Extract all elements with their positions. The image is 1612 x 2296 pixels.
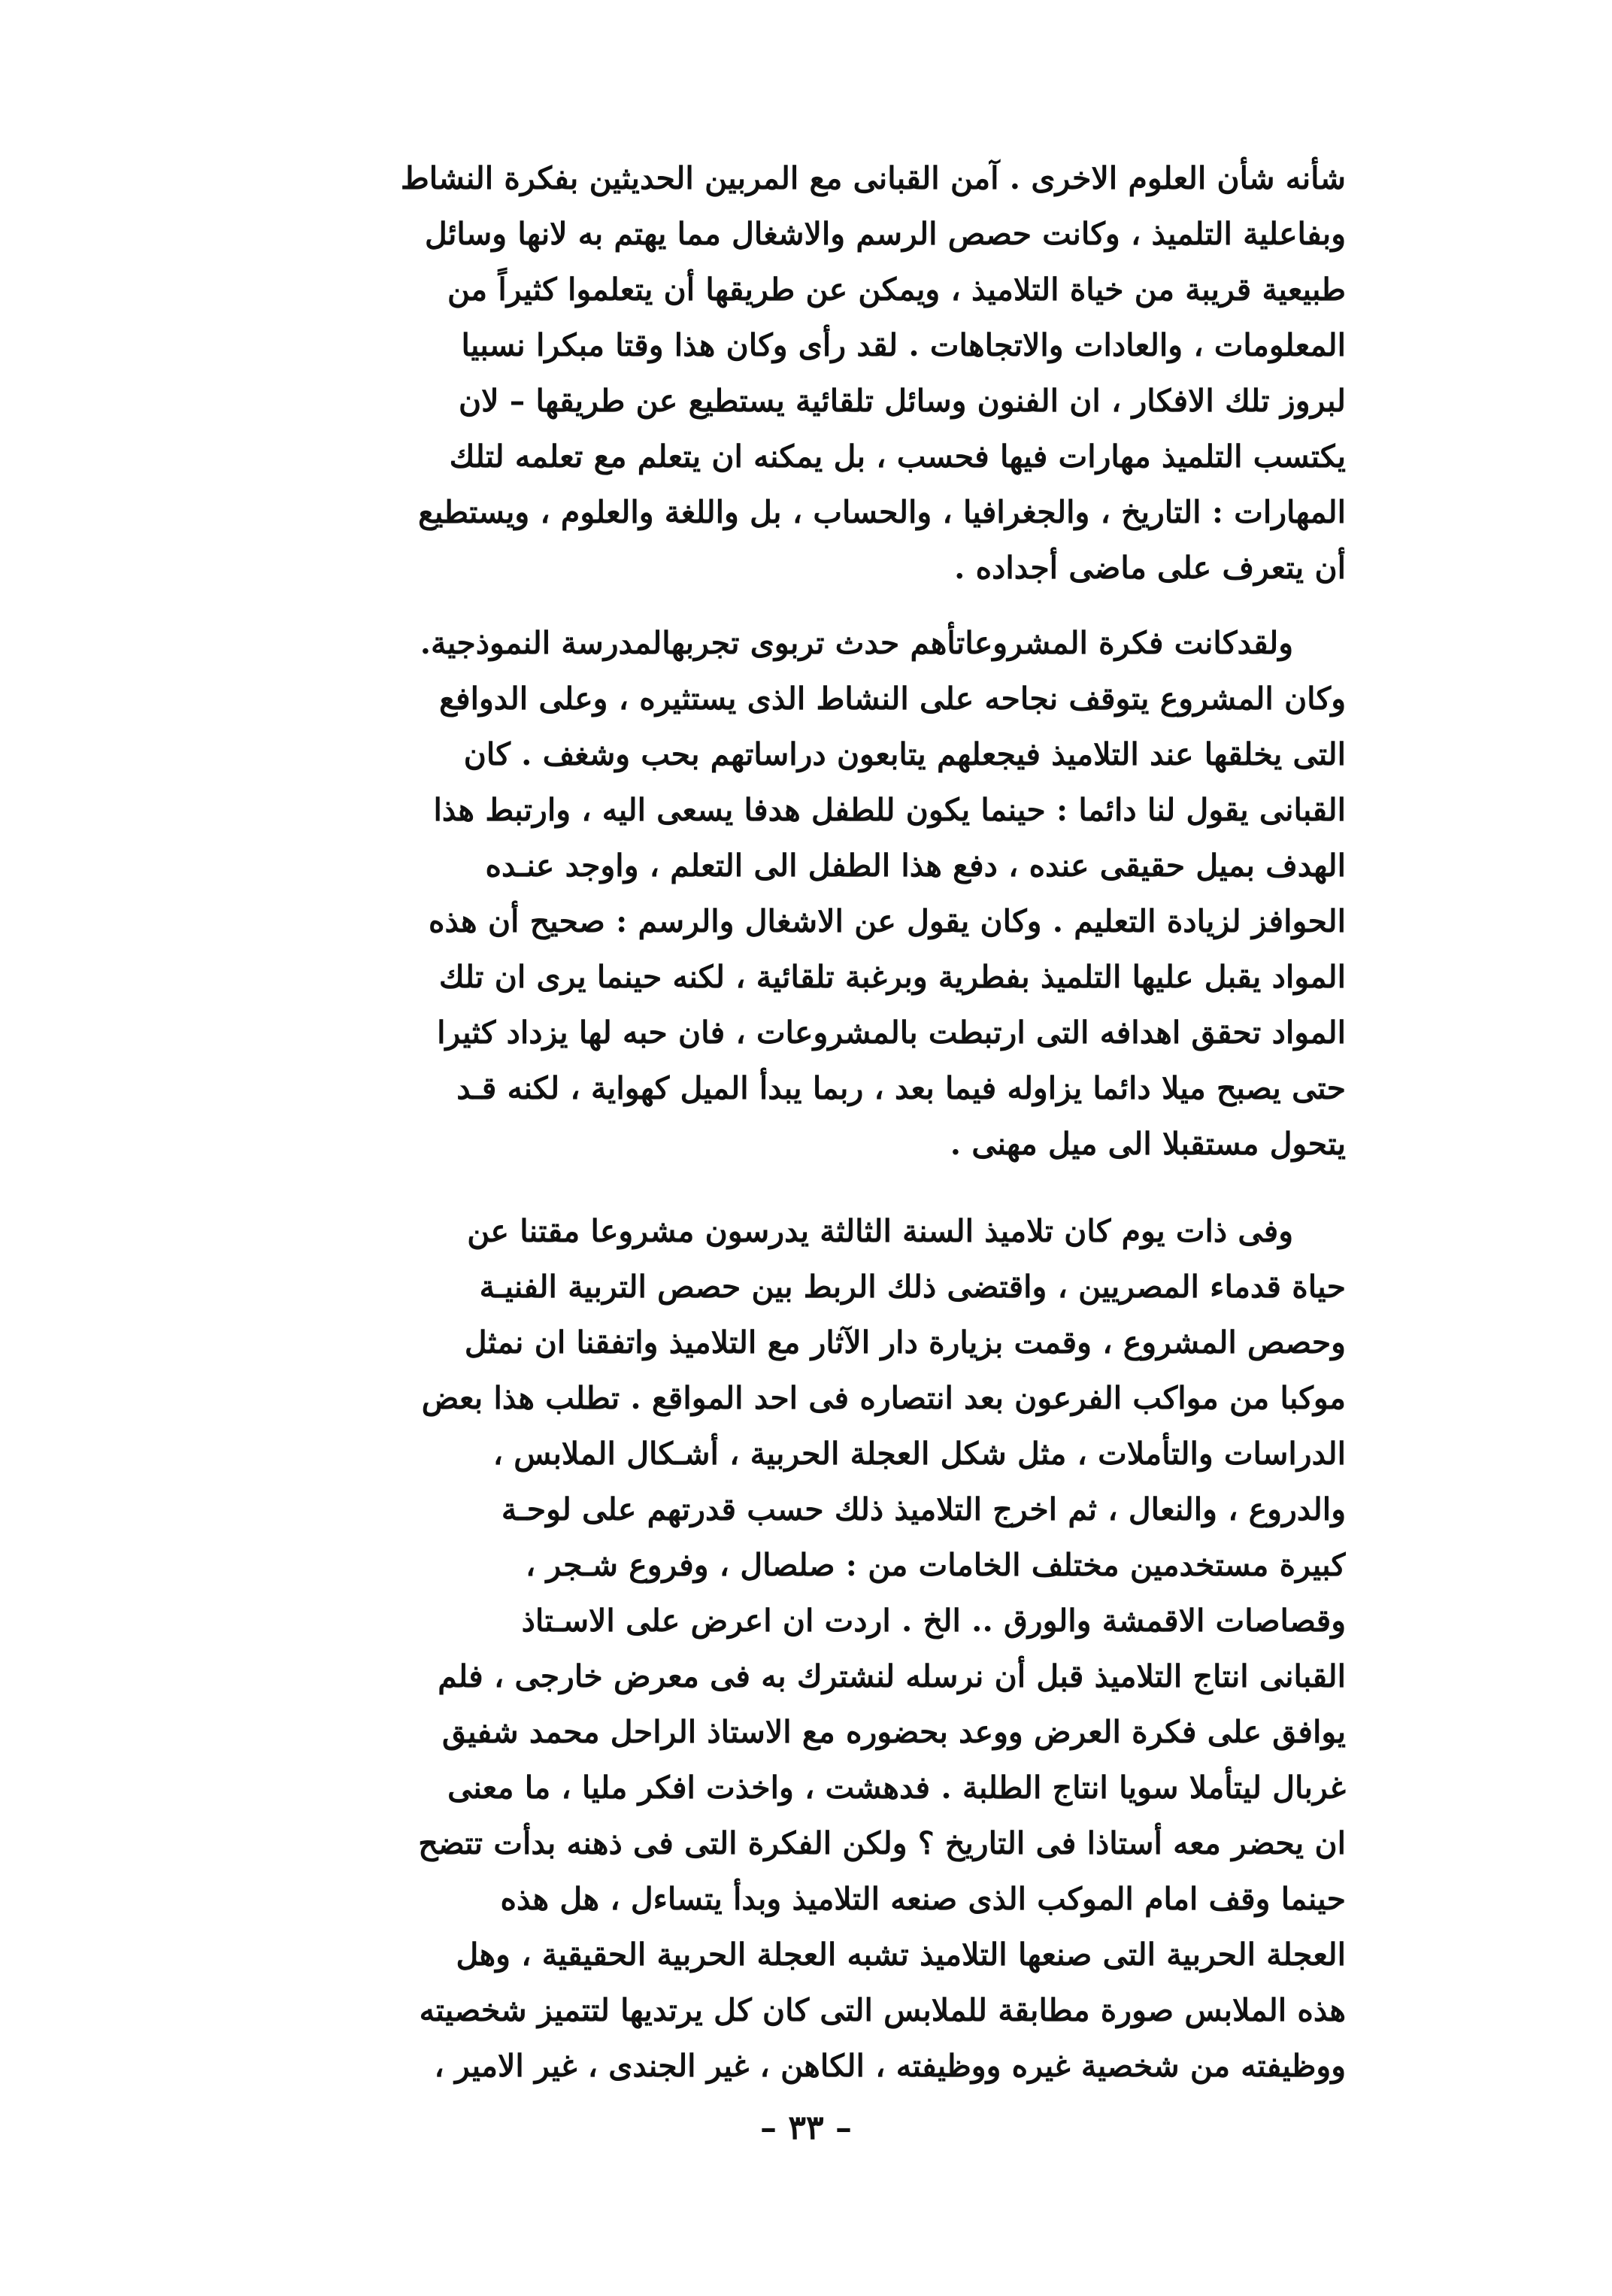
paragraph-line: القبانى يقول لنا دائما : حينما يكون للطفل هدفا يسعى اليه ، وارتبط هذا (433, 792, 1346, 828)
paragraph-line: غربال ليتأملا سويا انتاج الطلبة . فدهشت ، واخذت افكر مليا ، ما معنى (447, 1770, 1346, 1806)
paragraph-line: الدراسات والتأملات ، مثل شكل العجلة الحربية ، أشـكال الملابس ، (492, 1436, 1346, 1472)
paragraph-line: وحصص المشروع ، وقمت بزيارة دار الآثار مع التلاميذ واتفقنا ان نمثل (464, 1324, 1346, 1360)
paragraph-line: وقصاصات الاقمشة والورق .. الخ . اردت ان اعرض على الاسـتاذ (521, 1603, 1346, 1639)
paragraph-2 (271, 615, 1346, 1172)
paragraph-line: العجلة الحربية التى صنعها التلاميذ تشبه العجلة الحربية الحقيقية ، وهل (456, 1937, 1346, 1973)
paragraph-line: موكبا من مواكب الفرعون بعد انتصاره فى احد المواقع . تطلب هذا بعض (421, 1380, 1346, 1416)
paragraph-line: المعلومات ، والعادات والاتجاهات . لقد رأى وكان هذا وقتا مبكرا نسبيا (461, 327, 1346, 363)
paragraph-line: يكتسب التلميذ مهارات فيها فحسب ، بل يمكنه ان يتعلم مع تعلمه لتلك (449, 438, 1346, 475)
paragraph-line: حياة قدماء المصريين ، واقتضى ذلك الربط بين حصص التربية الفنيـة (479, 1269, 1346, 1305)
paragraph-line: ان يحضر معه أستاذا فى التاريخ ؟ ولكن الفكرة التى فى ذهنه بدأت تتضح (418, 1825, 1346, 1861)
paragraph-1 (271, 150, 1346, 596)
paragraph-line: لبروز تلك الافكار ، ان الفنون وسائل تلقائية يستطيع عن طريقها – لان (459, 383, 1346, 419)
paragraph-line: حينما وقف امام الموكب الذى صنعه التلاميذ وبدأ يتساءل ، هل هذه (500, 1881, 1346, 1917)
paragraph-line: ولقدكانت فكرة المشروعاتأهم حدث تربوى تجربهالمدرسة النموذجية. (420, 625, 1293, 661)
paragraph-line: كبيرة مستخدمين مختلف الخامات من : صلصال ، وفروع شـجر ، (526, 1547, 1346, 1583)
paragraph-line: الحوافز لزيادة التعليم . وكان يقول عن الاشغال والرسم : صحيح أن هذه (429, 903, 1346, 939)
paragraph-line: والدروع ، والنعال ، ثم اخرج التلاميذ ذلك حسب قدرتهم على لوحـة (501, 1491, 1346, 1527)
page-number: – ٣٣ – (760, 2109, 852, 2147)
paragraph-line: أن يتعرف على ماضى أجداده . (954, 550, 1346, 586)
paragraph-line: ووظيفته من شخصية غيره ووظيفته ، الكاهن ، غير الجندى ، غير الامير ، (434, 2048, 1346, 2084)
paragraph-line: وفى ذات يوم كان تلاميذ السنة الثالثة يدرسون مشروعا مقتنا عن (467, 1213, 1293, 1249)
paragraph-line: وبفاعلية التلميذ ، وكانت حصص الرسم والاشغال مما يهتم به لانها وسائل (424, 216, 1346, 252)
paragraph-line: هذه الملابس صورة مطابقة للملابس التى كان كل يرتديها لتتميز شخصيته (419, 1992, 1346, 2028)
paragraph-line: طبيعية قريبة من خياة التلاميذ ، ويمكن عن طريقها أن يتعلموا كثيراً من (447, 271, 1346, 308)
paragraph-line: الهدف بميل حقيقى عنده ، دفع هذا الطفل الى التعلم ، واوجد عنـده (485, 848, 1346, 884)
paragraph-line: المواد يقبل عليها التلميذ بفطرية وبرغبة تلقائية ، لكنه حينما يرى ان تلك (438, 959, 1346, 995)
paragraph-line: القبانى انتاج التلاميذ قبل أن نرسله لنشترك به فى معرض خارجى ، فلم (438, 1658, 1346, 1694)
paragraph-line: حتى يصبح ميلا دائما يزاوله فيما بعد ، ربما يبدأ الميل كهواية ، لكنه قـد (456, 1070, 1346, 1106)
paragraph-line: التى يخلقها عند التلاميذ فيجعلهم يتابعون دراساتهم بحب وشغف . كان (463, 736, 1346, 772)
paragraph-line: المهارات : التاريخ ، والجغرافيا ، والحساب ، بل واللغة والعلوم ، ويستطيع (418, 494, 1346, 530)
paragraph-line: شأنه شأن العلوم الاخرى . آمن القبانى مع المربين الحديثين بفكرة النشاط (400, 160, 1346, 196)
paragraph-line: يوافق على فكرة العرض ووعد بحضوره مع الاستاذ الراحل محمد شفيق (441, 1714, 1346, 1750)
paragraph-line: يتحول مستقبلا الى ميل مهنى . (950, 1126, 1346, 1162)
paragraph-3 (271, 1203, 1346, 2094)
paragraph-line: وكان المشروع يتوقف نجاحه على النشاط الذى يستثيره ، وعلى الدوافع (439, 681, 1346, 717)
paragraph-line: المواد تحقق اهدافه التى ارتبطت بالمشروعات ، فان حبه لها يزداد كثيرا (437, 1015, 1346, 1051)
